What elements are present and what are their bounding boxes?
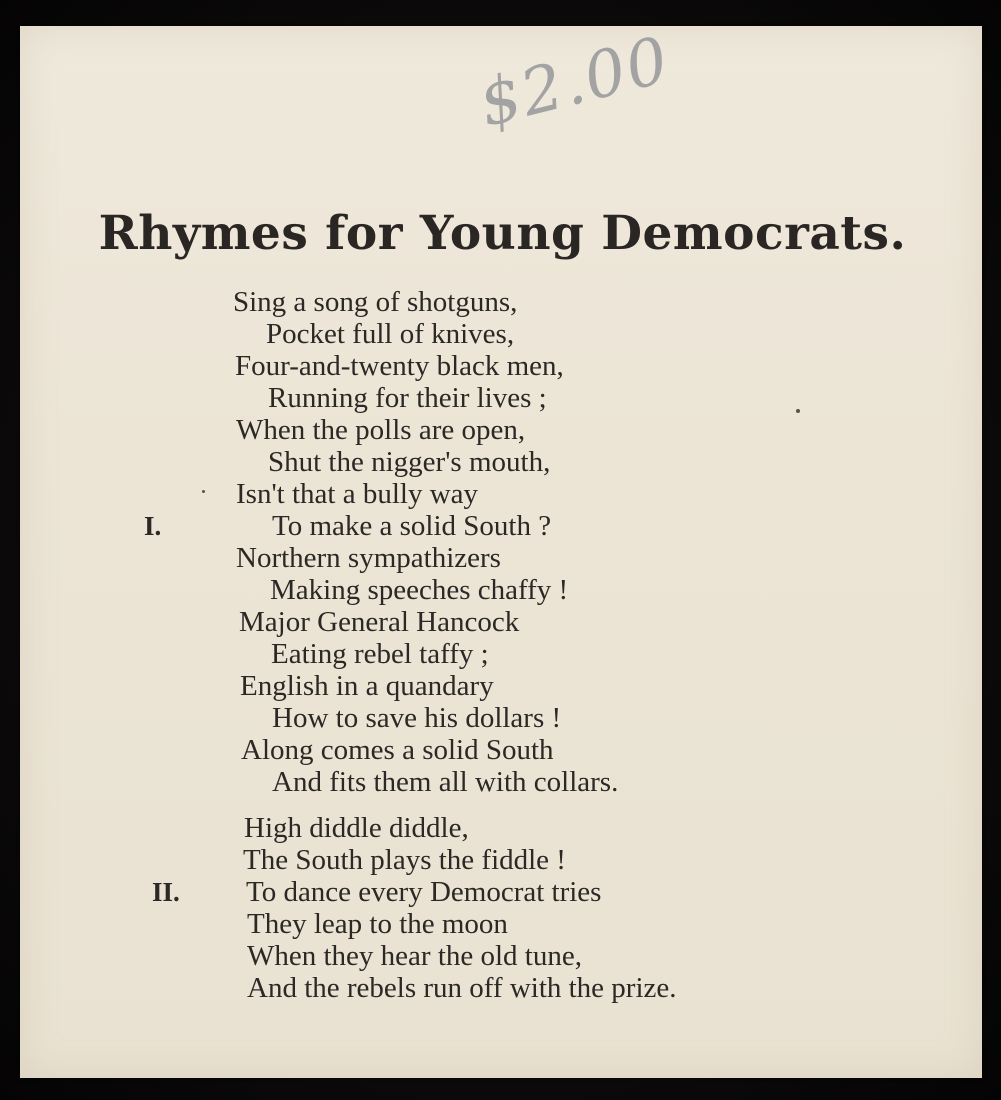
- poem-line: High diddle diddle,: [244, 812, 469, 844]
- poem-line: When they hear the old tune,: [247, 940, 582, 972]
- poem-line: Along comes a solid South: [241, 734, 554, 766]
- pencil-price-note: $2.00: [472, 23, 678, 142]
- poem-line: Shut the nigger's mouth,: [268, 446, 551, 478]
- poem-line: Eating rebel taffy ;: [271, 638, 489, 670]
- poem-line: And fits them all with collars.: [272, 766, 619, 798]
- poem-line: To dance every Democrat tries: [246, 876, 602, 908]
- poem-line: How to save his dollars !: [272, 702, 562, 734]
- page-title: Rhymes for Young Democrats.: [98, 206, 907, 261]
- poem-line: They leap to the moon: [247, 908, 508, 940]
- poem-line: Running for their lives ;: [268, 382, 547, 414]
- poem-line: The South plays the fiddle !: [243, 844, 566, 876]
- poem-line: To make a solid South ?: [272, 510, 552, 542]
- poem-line: And the rebels run off with the prize.: [247, 972, 677, 1004]
- paper-speck: [202, 490, 205, 493]
- paper-speck: [796, 409, 800, 413]
- poem-line: English in a quandary: [240, 670, 494, 702]
- poem-line: Isn't that a bully way: [236, 478, 479, 510]
- poem-line: When the polls are open,: [236, 414, 526, 446]
- poem-line: Four-and-twenty black men,: [235, 350, 564, 382]
- poem-line: Northern sympathizers: [236, 542, 501, 574]
- poem-line: Major General Hancock: [239, 606, 520, 638]
- stanza-marker-2: II.: [152, 877, 180, 907]
- stanza-marker-1: I.: [144, 511, 162, 541]
- poem-line: Making speeches chaffy !: [270, 574, 569, 606]
- poem-line: Sing a song of shotguns,: [233, 286, 518, 318]
- poem-line: Pocket full of knives,: [266, 318, 515, 350]
